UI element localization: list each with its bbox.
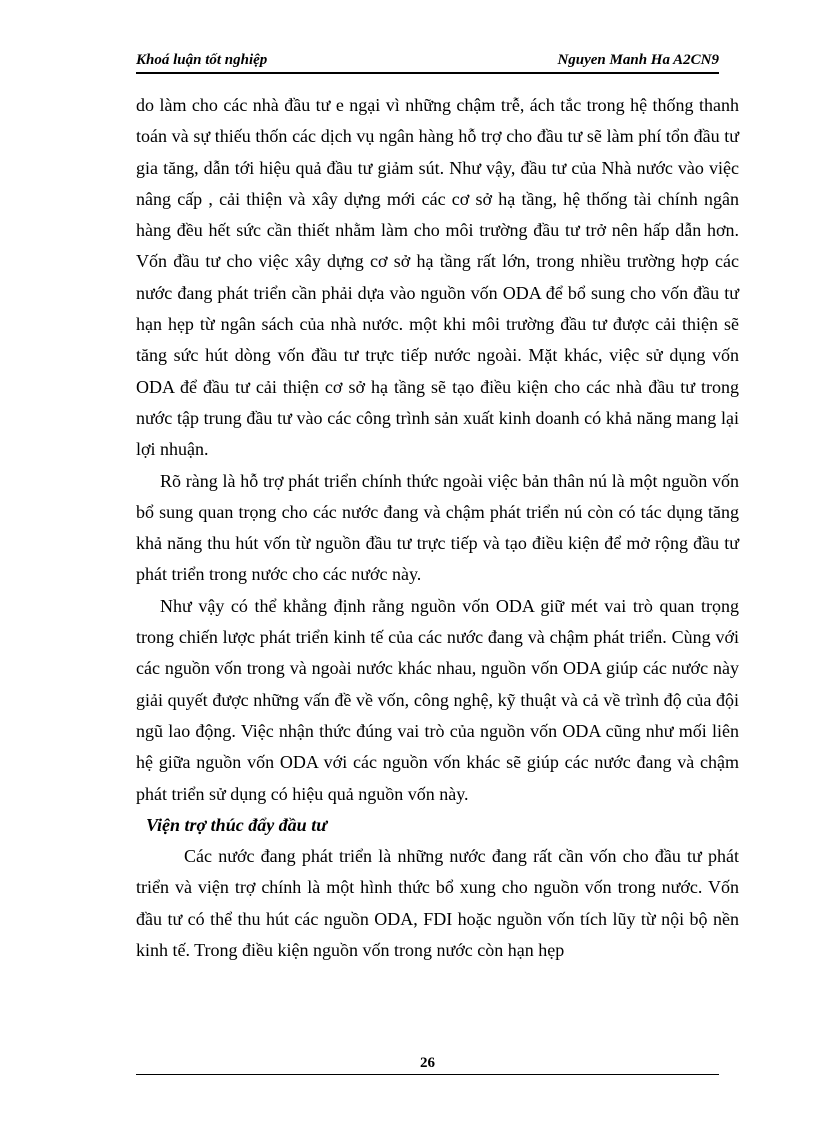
page-number: 26 xyxy=(420,1055,435,1071)
body-paragraph-oda-supplement: Rõ ràng là hỗ trợ phát triển chính thức ngoài việc bản thân nú là một nguồn vốn bổ sung quan trọng cho các nước đang và chậm phát triển nú còn có tác dụng tăng khả năng thu hút vốn từ nguồn đầu tư trực tiếp và tạo điều kiện để mở rộng đầu tư phát triển trong nước cho các nước này. xyxy=(136,470,739,585)
body-paragraph-continuation: do làm cho các nhà đầu tư e ngại vì những chậm trễ, ách tắc trong hệ thống thanh toán và sự thiếu thốn các dịch vụ ngân hàng hỗ trợ cho đầu tư sẽ làm phí tổn đầu tư gia tăng, dẫn tới hiệu quả đầu tư giảm sút. Như vậy, đầu tư của Nhà nước vào việc nâng cấp , cải thiện và xây dựng mới các cơ sở hạ tầng, hệ thống tài chính ngân hàng đều hết sức cần thiết nhằm làm cho môi trường đầu tư trở nên hấp dẫn hơn. Vốn đầu tư cho việc xây dựng cơ sở hạ tầng rất lớn, trong nhiều trường hợp các nước đang phát triển cần phải dựa vào nguồn vốn ODA để bổ sung cho vốn đầu tư hạn hẹp từ ngân sách của nhà nước. một khi môi trường đầu tư được cải thiện sẽ tăng sức hút dòng vốn đầu tư trực tiếp nước ngoài. Mặt khác, việc sử dụng vốn ODA để đầu tư cải thiện cơ sở hạ tầng sẽ tạo điều kiện cho các nhà đầu tư trong nước tập trung đầu tư vào các công trình sản xuất kinh doanh có khả năng mang lại lợi nhuận. xyxy=(136,95,739,460)
page-header xyxy=(136,50,719,74)
body-paragraph-investment: Các nước đang phát triển là những nước đang rất cần vốn cho đầu tư phát triển và viện trợ chính là một hình thức bổ xung cho nguồn vốn trong nước. Vốn đầu tư có thể thu hút các nguồn ODA, FDI hoặc nguồn vốn tích lũy từ nội bộ nền kinh tế. Trong điều kiện nguồn vốn trong nước còn hạn hẹp xyxy=(136,846,739,961)
header-thesis-title: Khoá luận tốt nghiệp xyxy=(136,52,268,68)
body-paragraph-oda-role: Như vậy có thể khẳng định rằng nguồn vốn ODA giữ mét vai trò quan trọng trong chiến lược phát triển kinh tế của các nước đang và chậm phát triển. Cùng với các nguồn vốn trong và ngoài nước khác nhau, nguồn vốn ODA giúp các nước này giải quyết được những vấn đề về vốn, công nghệ, kỹ thuật và cả về trình độ của đội ngũ lao động. Việc nhận thức đúng vai trò của nguồn vốn ODA cũng như mối liên hệ giữa nguồn vốn ODA với các nguồn vốn khác sẽ giúp các nước đang và chậm phát triển sử dụng có hiệu quả nguồn vốn này. xyxy=(136,595,739,804)
footer-divider xyxy=(136,1074,719,1075)
document-body xyxy=(136,90,739,966)
section-heading: Viện trợ thúc đẩy đầu tư xyxy=(146,814,327,835)
header-author: Nguyen Manh Ha A2CN9 xyxy=(557,52,719,68)
